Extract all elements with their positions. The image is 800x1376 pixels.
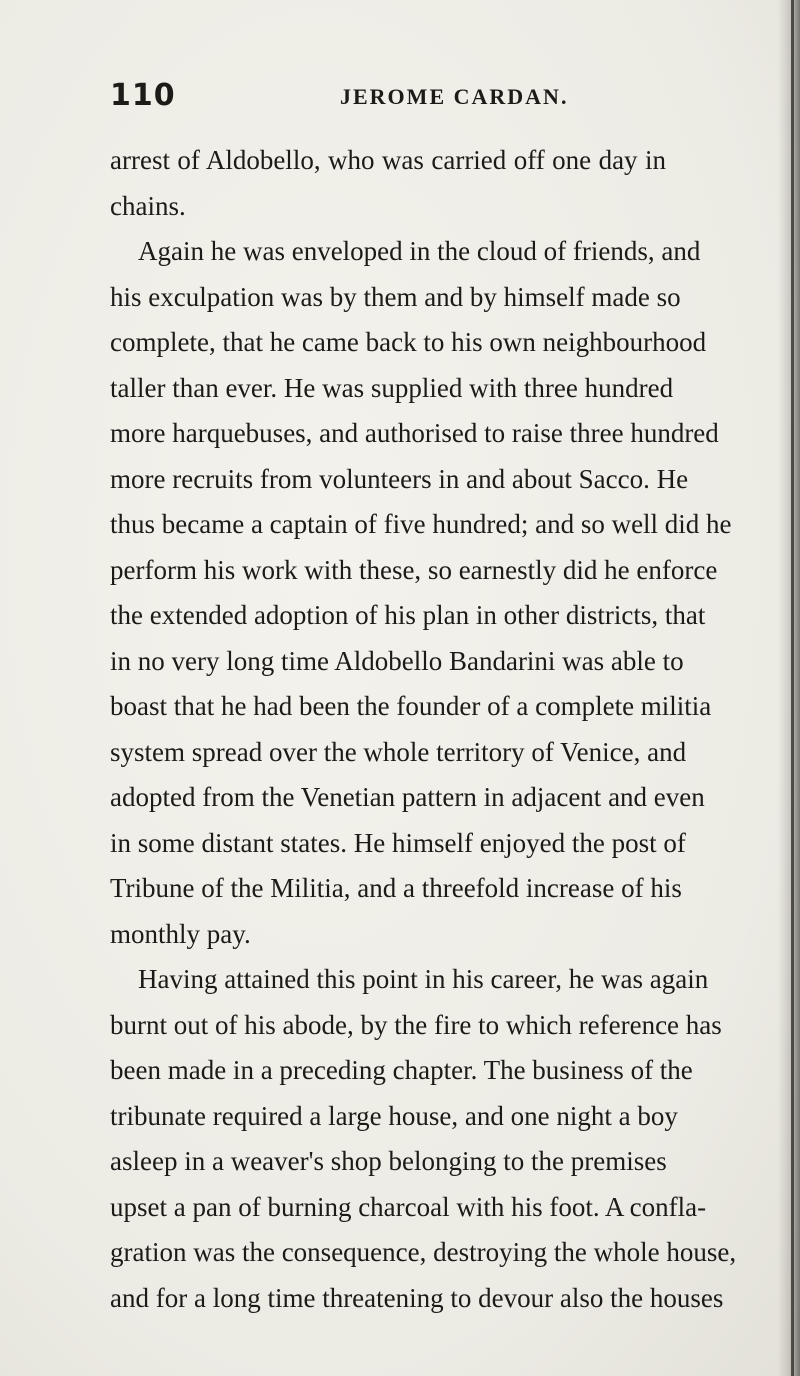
text-line-22: tribunate required a large house, and one night a boy	[110, 1100, 678, 1131]
page-edge-line	[791, 0, 794, 1376]
text-line-24: upset a pan of burning charcoal with his foot. A confla-	[110, 1191, 707, 1222]
text-line-23: asleep in a weaver's shop belonging to the premises	[110, 1146, 667, 1176]
text-line-18: monthly pay.	[110, 918, 251, 949]
text-line-20: burnt out of his abode, by the fire to which reference has	[110, 1009, 722, 1040]
text-line-7: more harquebuses, and authorised to raise three hundred	[110, 418, 719, 448]
text-line-15: adopted from the Venetian pattern in adjacent and even	[110, 782, 705, 812]
text-line-12: in no very long time Aldobello Bandarini was able to	[110, 645, 684, 676]
text-line-5: complete, that he came back to his own neighbourhood	[110, 327, 707, 357]
text-line-11: the extended adoption of his plan in other districts, that	[110, 600, 706, 630]
text-line-2: chains.	[110, 190, 186, 221]
page-number: 110	[110, 78, 176, 113]
running-head: JEROME CARDAN.	[340, 84, 569, 109]
text-line-19: Having attained this point in his career, he was again	[138, 964, 709, 994]
text-line-9: thus became a captain of five hundred; and so well did he	[110, 509, 732, 539]
text-line-21: been made in a preceding chapter. The business of the	[110, 1055, 693, 1085]
page-edge-shadow	[778, 0, 800, 1376]
text-line-6: taller than ever. He was supplied with three hundred	[110, 372, 674, 403]
text-line-8: more recruits from volunteers in and about Sacco. He	[110, 463, 689, 494]
text-line-4: his exculpation was by them and by himself made so	[110, 281, 681, 312]
text-line-25: gration was the consequence, destroying the whole house,	[110, 1237, 737, 1267]
text-line-1: arrest of Aldobello, who was carried off one day in	[110, 145, 666, 175]
text-line-3: Again he was enveloped in the cloud of friends, and	[138, 236, 701, 266]
page-header	[110, 78, 710, 118]
text-line-26: and for a long time threatening to devour also the houses	[110, 1282, 724, 1313]
text-line-13: boast that he had been the founder of a complete militia	[110, 691, 712, 721]
body-text	[110, 138, 737, 1321]
text-line-14: system spread over the whole territory of Venice, and	[110, 736, 687, 767]
text-line-10: perform his work with these, so earnestly did he enforce	[110, 554, 718, 585]
text-line-16: in some distant states. He himself enjoyed the post of	[110, 827, 686, 858]
text-line-17: Tribune of the Militia, and a threefold increase of his	[110, 873, 682, 903]
